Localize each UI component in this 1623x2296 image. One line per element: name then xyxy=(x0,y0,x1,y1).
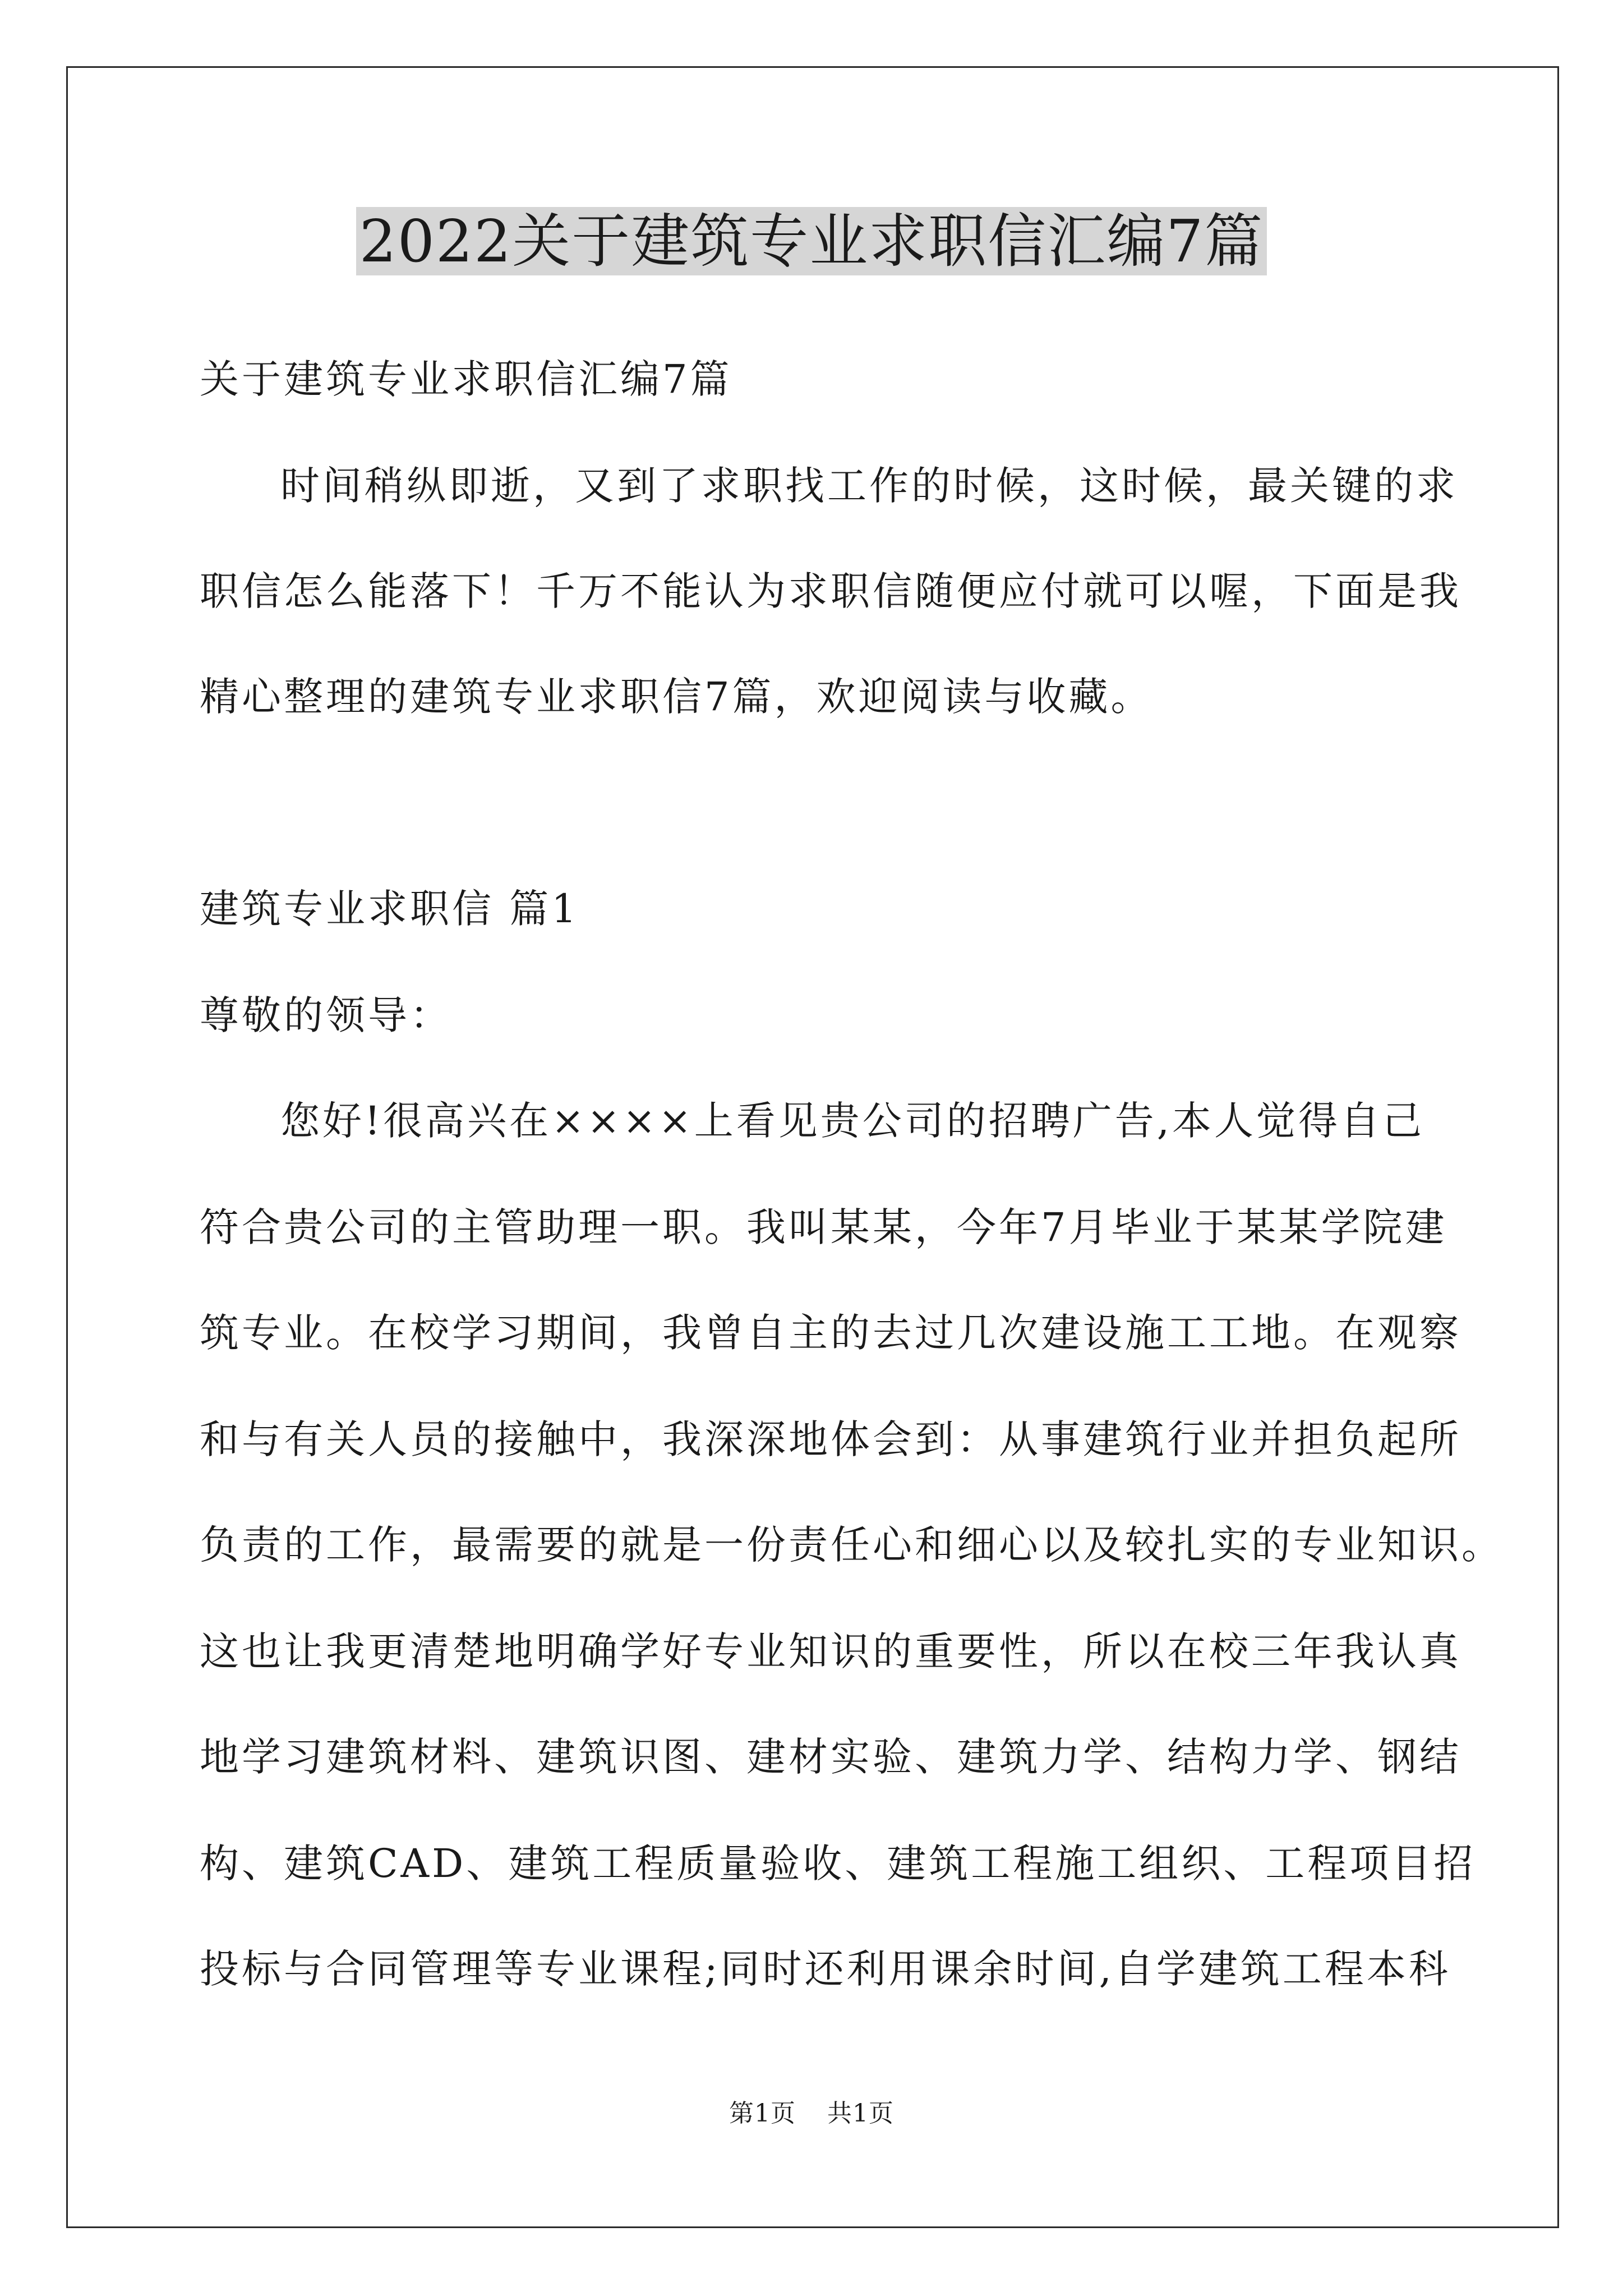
document-title xyxy=(0,202,1623,280)
body-line: 这也让我更清楚地明确学好专业知识的重要性，所以在校三年我认真 xyxy=(200,1628,1461,1674)
document-subtitle: 关于建筑专业求职信汇编7篇 xyxy=(200,356,732,402)
section-heading: 建筑专业求职信 篇1 xyxy=(200,886,579,932)
document-title-text: 2022关于建筑专业求职信汇编7篇 xyxy=(356,207,1267,275)
body-line: 负责的工作，最需要的就是一份责任心和细心以及较扎实的专业知识。 xyxy=(200,1522,1504,1568)
intro-line: 职信怎么能落下！千万不能认为求职信随便应付就可以喔，下面是我 xyxy=(200,568,1461,614)
body-line: 地学习建筑材料、建筑识图、建材实验、建筑力学、结构力学、钢结 xyxy=(200,1734,1461,1780)
body-line: 您好!很高兴在××××上看见贵公司的招聘广告,本人觉得自己 xyxy=(280,1098,1424,1144)
body-line: 符合贵公司的主管助理一职。我叫某某，今年7月毕业于某某学院建 xyxy=(200,1204,1447,1250)
intro-line: 精心整理的建筑专业求职信7篇，欢迎阅读与收藏。 xyxy=(200,674,1153,720)
salutation: 尊敬的领导： xyxy=(200,992,452,1038)
body-line: 和与有关人员的接触中，我深深地体会到：从事建筑行业并担负起所 xyxy=(200,1416,1461,1462)
page-number: 第1页 xyxy=(729,2099,796,2128)
intro-line: 时间稍纵即逝，又到了求职找工作的时候，这时候，最关键的求 xyxy=(280,463,1458,509)
page-total: 共1页 xyxy=(827,2099,894,2128)
page-footer xyxy=(0,2097,1623,2131)
body-line: 构、建筑CAD、建筑工程质量验收、建筑工程施工组织、工程项目招 xyxy=(200,1841,1476,1887)
body-line: 筑专业。在校学习期间，我曾自主的去过几次建设施工工地。在观察 xyxy=(200,1310,1461,1356)
body-line: 投标与合同管理等专业课程;同时还利用课余时间,自学建筑工程本科 xyxy=(200,1946,1451,1992)
